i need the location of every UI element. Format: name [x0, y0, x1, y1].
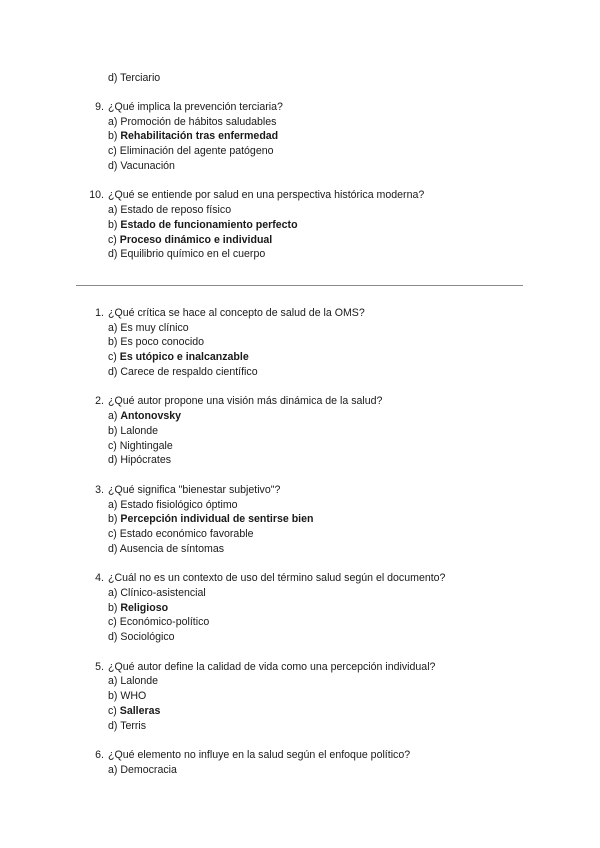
question-list-top [0, 100, 600, 262]
answer-option [0, 439, 600, 454]
question-item [0, 660, 600, 733]
option-text: Clínico-asistencial [120, 587, 206, 599]
option-text: Es muy clínico [120, 321, 189, 334]
question-number: 4. [95, 572, 104, 585]
answer-option [0, 674, 600, 689]
option-letter: b) [108, 218, 118, 231]
answer-option [0, 321, 600, 336]
option-letter: b) [108, 336, 118, 349]
option-letter: c) [108, 233, 117, 246]
answer-option [0, 601, 600, 616]
question-header [0, 571, 600, 586]
option-text: Lalonde [120, 424, 159, 437]
option-letter: a) [108, 498, 118, 511]
question-text: ¿Qué implica la prevención terciaria? [108, 101, 283, 113]
answer-option [0, 159, 600, 174]
answer-option [0, 586, 600, 601]
question-text: ¿Qué se entiende por salud en una perspectiva histórica moderna? [108, 189, 425, 202]
option-letter: a) [108, 321, 118, 334]
option-text: Económico-político [119, 616, 210, 629]
option-letter: d) [108, 719, 118, 732]
answer-option [0, 689, 600, 704]
question-header [0, 748, 600, 763]
question-header [0, 660, 600, 675]
option-text-correct: Rehabilitación tras enfermedad [120, 130, 279, 143]
option-letter: a) [108, 675, 118, 688]
answer-option [0, 630, 600, 645]
answer-option [0, 365, 600, 380]
section-divider [76, 285, 523, 286]
answer-option [0, 129, 600, 144]
answer-option [0, 203, 600, 218]
option-letter: a) [108, 763, 118, 776]
option-text: Estado fisiológico óptimo [120, 498, 238, 511]
question-item [0, 100, 600, 173]
question-number: 1. [95, 307, 104, 319]
option-letter: c) [108, 145, 117, 158]
option-text: Eliminación del agente patógeno [119, 145, 274, 158]
question-item [0, 571, 600, 644]
answer-option [0, 512, 600, 527]
option-text-correct: Proceso dinámico e individual [119, 233, 273, 246]
question-item [0, 483, 600, 556]
option-text-correct: Salleras [119, 704, 161, 717]
option-text: Terris [120, 719, 147, 732]
question-item [0, 188, 600, 261]
option-letter: c) [108, 351, 117, 364]
option-letter: b) [108, 601, 118, 614]
answer-option [0, 704, 600, 719]
option-letter: b) [108, 690, 118, 703]
question-text: ¿Qué autor define la calidad de vida como una percepción individual? [108, 660, 436, 673]
question-number: 9. [95, 101, 104, 113]
option-text: Carece de respaldo científico [120, 365, 258, 378]
question-number: 2. [95, 395, 104, 408]
option-letter: d) [108, 542, 118, 555]
option-text-correct: Religioso [120, 601, 169, 614]
option-letter: a) [108, 410, 118, 423]
question-text: ¿Qué significa "bienestar subjetivo"? [108, 483, 281, 496]
option-text-correct: Es utópico e inalcanzable [119, 351, 249, 364]
question-item [0, 748, 600, 777]
answer-option [0, 542, 600, 557]
option-letter: c) [108, 704, 117, 717]
option-letter: d) [108, 631, 118, 644]
answer-option [0, 350, 600, 365]
option-letter: a) [108, 587, 118, 599]
option-text: Lalonde [120, 675, 159, 688]
option-text: Es poco conocido [120, 336, 205, 349]
option-letter: c) [108, 439, 117, 452]
question-list-bottom [0, 306, 600, 778]
option-letter: d) [108, 454, 118, 467]
question-header [0, 188, 600, 203]
option-letter: d) [108, 248, 118, 261]
question-header [0, 100, 600, 115]
option-text: Estado de reposo físico [120, 204, 232, 217]
answer-option [0, 247, 600, 262]
answer-option [0, 409, 600, 424]
answer-option [0, 453, 600, 468]
question-item [0, 306, 600, 379]
question-number: 5. [95, 660, 104, 673]
question-number: 6. [95, 749, 104, 762]
option-letter: b) [108, 513, 118, 526]
question-text: ¿Qué crítica se hace al concepto de salud de la OMS? [108, 307, 365, 319]
option-letter: b) [108, 130, 118, 143]
carryover-block [0, 71, 600, 86]
question-text: ¿Qué autor propone una visión más dinámica de la salud? [108, 395, 383, 408]
answer-option [0, 498, 600, 513]
option-text: Democracia [120, 763, 177, 776]
option-letter: b) [108, 424, 118, 437]
option-letter: a) [108, 204, 118, 217]
option-letter: c) [108, 527, 117, 540]
option-text-correct: Estado de funcionamiento perfecto [120, 218, 298, 231]
option-text: Nightingale [119, 439, 173, 452]
question-text: ¿Qué elemento no influye en la salud según el enfoque político? [108, 749, 411, 762]
question-header [0, 394, 600, 409]
question-item [0, 394, 600, 467]
question-number: 10. [89, 189, 104, 202]
option-text: Vacunación [120, 159, 175, 172]
option-text: WHO [120, 690, 147, 703]
question-header [0, 483, 600, 498]
option-text: Promoción de hábitos saludables [120, 115, 277, 128]
question-number: 3. [95, 483, 104, 496]
answer-option [0, 115, 600, 130]
option-text: Hipócrates [120, 454, 172, 467]
answer-option [0, 144, 600, 159]
option-letter: d) [108, 365, 118, 378]
answer-option [0, 424, 600, 439]
option-letter: a) [108, 115, 118, 128]
answer-option [0, 233, 600, 248]
answer-option [0, 527, 600, 542]
option-text: Estado económico favorable [119, 527, 254, 540]
answer-option [0, 615, 600, 630]
answer-option [0, 719, 600, 734]
option-letter: d) [108, 159, 118, 172]
answer-option [0, 218, 600, 233]
question-text: ¿Cuál no es un contexto de uso del término salud según el documento? [108, 572, 446, 585]
option-text-correct: Percepción individual de sentirse bien [120, 513, 314, 526]
answer-option [0, 335, 600, 350]
option-text: Sociológico [120, 631, 175, 644]
option-letter: c) [108, 616, 117, 629]
option-text: Ausencia de síntomas [119, 542, 225, 555]
option-text-correct: Antonovsky [120, 410, 182, 423]
answer-option [0, 763, 600, 778]
carryover-option: d) Terciario [108, 72, 161, 84]
question-header [0, 306, 600, 321]
option-text: Equilibrio químico en el cuerpo [120, 248, 266, 261]
